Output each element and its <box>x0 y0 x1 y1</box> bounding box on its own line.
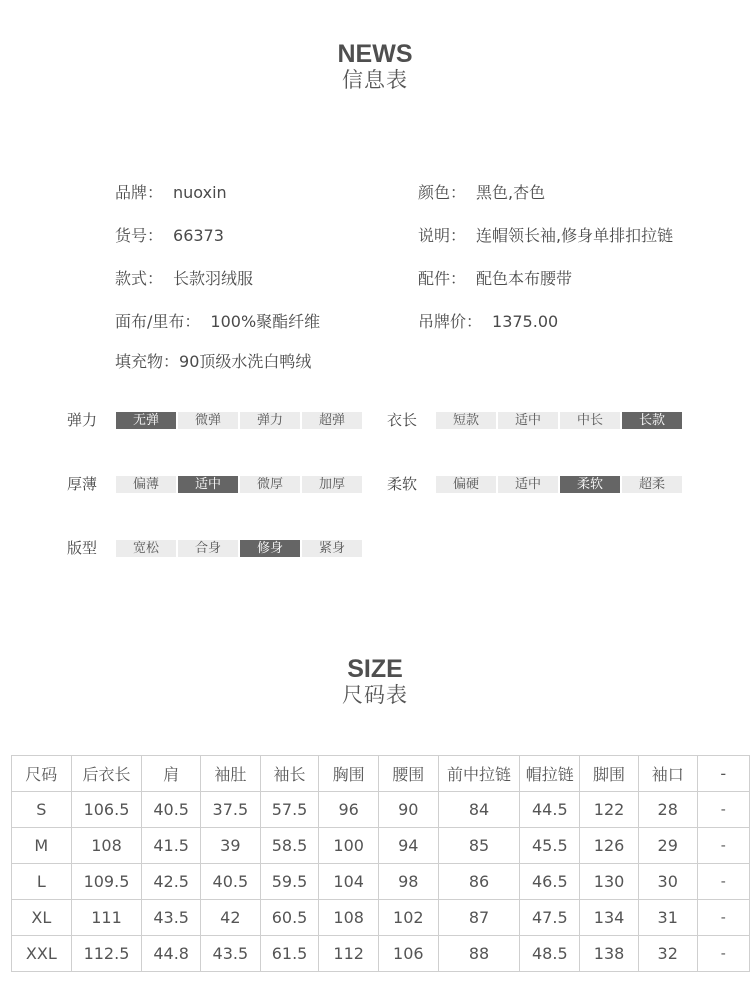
table-cell: 106.5 <box>71 792 142 828</box>
table-cell: 39 <box>201 828 261 864</box>
info-sku-label: 货号： <box>115 226 164 245</box>
attr-thickness-name: 厚薄 <box>67 475 98 493</box>
attr-length-option: 中长 <box>560 412 620 429</box>
attr-softness-options <box>436 476 684 493</box>
table-cell: 111 <box>71 900 142 936</box>
table-cell: 44.5 <box>520 792 580 828</box>
table-row <box>12 828 750 864</box>
news-title-en: NEWS <box>337 40 413 68</box>
table-cell: 41.5 <box>142 828 201 864</box>
info-filling <box>115 349 311 372</box>
table-cell: 57.5 <box>260 792 319 828</box>
size-header-cell: 前中拉链 <box>438 756 520 792</box>
info-desc-label: 说明： <box>418 226 467 245</box>
table-cell: 109.5 <box>71 864 142 900</box>
table-row <box>12 936 750 972</box>
size-table-header <box>12 756 750 792</box>
attr-softness-option: 偏硬 <box>436 476 496 493</box>
table-cell: 90 <box>379 792 439 828</box>
info-brand-value: nuoxin <box>173 183 227 202</box>
info-color-label: 颜色： <box>418 183 467 202</box>
table-cell: 130 <box>580 864 639 900</box>
size-header-cell: 袖口 <box>638 756 697 792</box>
size-header-cell: 胸围 <box>319 756 379 792</box>
attr-elasticity-option: 超弹 <box>302 412 362 429</box>
info-filling-value: 90顶级水洗白鸭绒 <box>179 352 312 371</box>
news-title-zh: 信息表 <box>342 68 408 92</box>
attr-elasticity-options <box>116 412 364 429</box>
info-sku-value: 66373 <box>173 226 224 245</box>
table-cell: 108 <box>71 828 142 864</box>
info-style-label: 款式： <box>115 269 164 288</box>
table-cell: 42 <box>201 900 261 936</box>
attr-thickness-option: 偏薄 <box>116 476 176 493</box>
table-cell: 84 <box>438 792 520 828</box>
size-header-cell: 后衣长 <box>71 756 142 792</box>
attr-length-options <box>436 412 684 429</box>
info-price-value: 1375.00 <box>492 312 559 331</box>
info-parts-label: 配件： <box>418 269 467 288</box>
attr-length-name: 衣长 <box>387 411 418 429</box>
attr-length-option: 长款 <box>622 412 682 429</box>
attr-thickness-option: 加厚 <box>302 476 362 493</box>
table-row <box>12 900 750 936</box>
info-style-value: 长款羽绒服 <box>173 269 254 288</box>
info-style <box>115 266 253 289</box>
attr-fit-option: 修身 <box>240 540 300 557</box>
table-cell: 112 <box>319 936 379 972</box>
table-cell: 94 <box>379 828 439 864</box>
table-row <box>12 792 750 828</box>
info-brand-label: 品牌： <box>115 183 164 202</box>
info-desc <box>418 223 673 246</box>
table-cell: 112.5 <box>71 936 142 972</box>
attr-softness-option: 超柔 <box>622 476 682 493</box>
table-cell: 40.5 <box>201 864 261 900</box>
size-header-cell: 腰围 <box>379 756 439 792</box>
table-cell: 106 <box>379 936 439 972</box>
table-cell: 48.5 <box>520 936 580 972</box>
info-parts <box>418 266 572 289</box>
info-price-label: 吊牌价： <box>418 312 483 331</box>
table-cell: - <box>697 936 749 972</box>
table-cell: 60.5 <box>260 900 319 936</box>
size-header-cell: - <box>697 756 749 792</box>
table-cell: 85 <box>438 828 520 864</box>
table-cell: L <box>12 864 72 900</box>
table-cell: M <box>12 828 72 864</box>
table-cell: 43.5 <box>142 900 201 936</box>
table-cell: 102 <box>379 900 439 936</box>
table-cell: - <box>697 900 749 936</box>
table-cell: 32 <box>638 936 697 972</box>
attr-length-option: 短款 <box>436 412 496 429</box>
table-cell: 134 <box>580 900 639 936</box>
attr-elasticity-name: 弹力 <box>67 411 98 429</box>
table-cell: 108 <box>319 900 379 936</box>
info-sku <box>115 223 224 246</box>
table-cell: 47.5 <box>520 900 580 936</box>
info-color <box>418 180 545 203</box>
size-header-cell: 尺码 <box>12 756 72 792</box>
table-cell: 46.5 <box>520 864 580 900</box>
info-fabric-label: 面布/里布： <box>115 312 201 331</box>
attr-thickness-option: 适中 <box>178 476 238 493</box>
table-cell: - <box>697 792 749 828</box>
table-cell: 29 <box>638 828 697 864</box>
table-cell: 40.5 <box>142 792 201 828</box>
info-desc-value: 连帽领长袖,修身单排扣拉链 <box>476 226 674 245</box>
table-cell: 28 <box>638 792 697 828</box>
table-cell: 42.5 <box>142 864 201 900</box>
attr-softness-option: 适中 <box>498 476 558 493</box>
size-header-cell: 帽拉链 <box>520 756 580 792</box>
table-cell: 44.8 <box>142 936 201 972</box>
attr-fit-option: 合身 <box>178 540 238 557</box>
attr-fit-options <box>116 540 364 557</box>
info-fabric-value: 100%聚酯纤维 <box>210 312 321 331</box>
table-cell: 98 <box>379 864 439 900</box>
size-title-zh: 尺码表 <box>342 683 408 707</box>
table-cell: 61.5 <box>260 936 319 972</box>
info-filling-label: 填充物： <box>115 352 180 371</box>
table-cell: 100 <box>319 828 379 864</box>
table-cell: XXL <box>12 936 72 972</box>
table-cell: 59.5 <box>260 864 319 900</box>
table-row <box>12 864 750 900</box>
table-cell: 58.5 <box>260 828 319 864</box>
table-cell: - <box>697 864 749 900</box>
attr-fit-option: 紧身 <box>302 540 362 557</box>
table-cell: 86 <box>438 864 520 900</box>
attr-softness-name: 柔软 <box>387 475 418 493</box>
size-title-en: SIZE <box>347 655 403 683</box>
info-fabric <box>115 309 320 332</box>
size-header-cell: 袖长 <box>260 756 319 792</box>
table-cell: XL <box>12 900 72 936</box>
table-cell: 138 <box>580 936 639 972</box>
news-heading <box>0 41 750 93</box>
attr-thickness-options <box>116 476 364 493</box>
size-table <box>11 755 750 972</box>
table-cell: 104 <box>319 864 379 900</box>
info-brand <box>115 180 227 203</box>
table-cell: 37.5 <box>201 792 261 828</box>
table-cell: 96 <box>319 792 379 828</box>
info-color-value: 黑色,杏色 <box>476 183 546 202</box>
attr-elasticity-option: 弹力 <box>240 412 300 429</box>
table-cell: 122 <box>580 792 639 828</box>
table-cell: 87 <box>438 900 520 936</box>
table-cell: 43.5 <box>201 936 261 972</box>
attr-fit-option: 宽松 <box>116 540 176 557</box>
attr-elasticity-option: 无弹 <box>116 412 176 429</box>
size-header-cell: 脚围 <box>580 756 639 792</box>
attr-thickness-option: 微厚 <box>240 476 300 493</box>
info-parts-value: 配色本布腰带 <box>476 269 573 288</box>
table-cell: - <box>697 828 749 864</box>
size-header-cell: 袖肚 <box>201 756 261 792</box>
table-cell: S <box>12 792 72 828</box>
table-cell: 45.5 <box>520 828 580 864</box>
attr-softness-option: 柔软 <box>560 476 620 493</box>
size-header-cell: 肩 <box>142 756 201 792</box>
table-cell: 31 <box>638 900 697 936</box>
table-cell: 88 <box>438 936 520 972</box>
table-cell: 30 <box>638 864 697 900</box>
attr-elasticity-option: 微弹 <box>178 412 238 429</box>
table-cell: 126 <box>580 828 639 864</box>
attr-length-option: 适中 <box>498 412 558 429</box>
size-heading <box>0 656 750 708</box>
info-price <box>418 309 558 332</box>
attr-fit-name: 版型 <box>67 539 98 557</box>
